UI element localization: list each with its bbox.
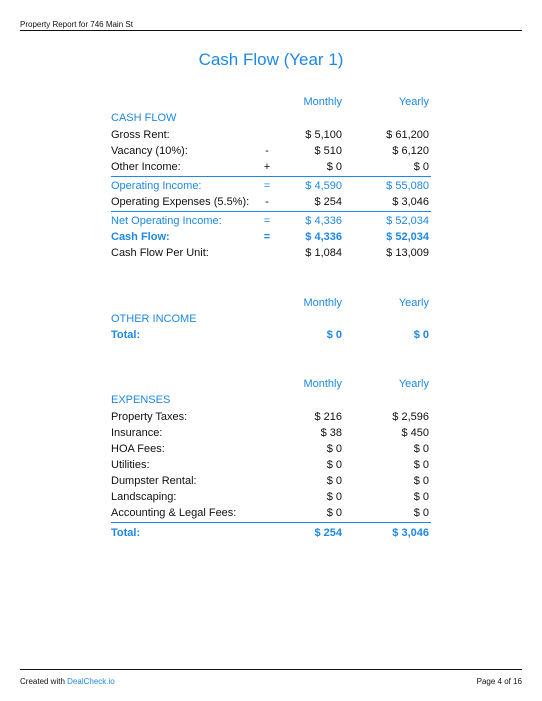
table-row [111,473,431,489]
table-row [111,409,431,425]
page-number: Page 4 of 16 [476,677,522,686]
total-yearly: $ 3,046 [392,527,429,539]
table-row [111,457,431,473]
row-monthly: $ 0 [326,491,342,503]
row-yearly: $ 0 [413,443,429,455]
row-monthly: $ 4,336 [305,231,342,243]
row-monthly: $ 0 [326,475,342,487]
row-monthly: $ 0 [326,161,342,173]
row-operator: = [263,231,271,243]
row-label: Operating Expenses (5.5%): [111,196,250,208]
section-label-cash-flow: CASH FLOW [111,112,177,124]
col-header-yearly: Yearly [398,297,429,309]
row-label: Operating Income: [111,180,202,192]
row-yearly: $ 0 [413,491,429,503]
col-header-monthly: Monthly [303,297,342,309]
table-row [111,194,431,210]
col-header-yearly: Yearly [398,378,429,390]
row-monthly: $ 216 [314,411,342,423]
row-yearly: $ 450 [401,427,429,439]
table-row [111,505,431,521]
table-row [111,525,431,541]
row-label: Insurance: [111,427,163,439]
report-title: Property Report for 746 Main St [20,20,133,29]
row-label: Net Operating Income: [111,215,222,227]
row-monthly: $ 0 [326,459,342,471]
divider [111,522,431,523]
row-operator: = [263,180,271,192]
row-yearly: $ 0 [413,475,429,487]
table-row [111,127,431,143]
row-monthly: $ 38 [320,427,342,439]
table-row [111,178,431,194]
row-monthly: $ 4,590 [305,180,342,192]
section-label-expenses: EXPENSES [111,394,171,406]
row-monthly: $ 4,336 [305,215,342,227]
row-monthly: $ 0 [326,443,342,455]
row-label: Cash Flow Per Unit: [111,247,209,259]
section-label-other-income: OTHER INCOME [111,313,197,325]
row-label: Cash Flow: [111,231,170,243]
row-yearly: $ 0 [413,459,429,471]
row-operator: = [263,215,271,227]
row-yearly: $ 52,034 [386,231,429,243]
table-row [111,143,431,159]
row-operator: + [263,161,271,173]
row-label: Landscaping: [111,491,177,503]
row-yearly: $ 0 [413,161,429,173]
page-footer [20,669,522,686]
dealcheck-link[interactable]: DealCheck.io [67,677,115,686]
row-yearly: $ 6,120 [392,145,429,157]
table-row [111,213,431,229]
footer-credit [20,677,115,686]
table-row [111,327,431,343]
page-title: Cash Flow (Year 1) [198,50,344,69]
table-row [111,425,431,441]
footer-created-prefix: Created with [20,677,68,686]
col-header-monthly: Monthly [303,378,342,390]
row-operator: - [265,145,269,157]
row-yearly: $ 3,046 [392,196,429,208]
col-header-monthly: Monthly [303,96,342,108]
row-label: Utilities: [111,459,150,471]
divider [111,176,431,177]
row-monthly: $ 254 [314,196,342,208]
row-label: Accounting & Legal Fees: [111,507,237,519]
row-yearly: $ 61,200 [386,129,429,141]
table-row [111,229,431,245]
col-header-yearly: Yearly [398,96,429,108]
row-label: Vacancy (10%): [111,145,188,157]
row-monthly: $ 0 [326,507,342,519]
row-label: Other Income: [111,161,181,173]
total-monthly: $ 0 [326,329,342,341]
row-label: Property Taxes: [111,411,188,423]
row-label: Gross Rent: [111,129,170,141]
row-monthly: $ 1,084 [305,247,342,259]
total-label: Total: [111,527,141,539]
table-row [111,489,431,505]
row-yearly: $ 52,034 [386,215,429,227]
total-label: Total: [111,329,141,341]
table-row [111,245,431,261]
row-label: Dumpster Rental: [111,475,197,487]
row-monthly: $ 5,100 [305,129,342,141]
row-yearly: $ 2,596 [392,411,429,423]
row-yearly: $ 13,009 [386,247,429,259]
total-monthly: $ 254 [314,527,342,539]
total-yearly: $ 0 [413,329,429,341]
table-row [111,159,431,175]
row-yearly: $ 55,080 [386,180,429,192]
row-yearly: $ 0 [413,507,429,519]
table-row [111,441,431,457]
divider [111,211,431,212]
page-header [20,14,522,31]
row-label: HOA Fees: [111,443,165,455]
row-operator: - [265,196,269,208]
row-monthly: $ 510 [314,145,342,157]
